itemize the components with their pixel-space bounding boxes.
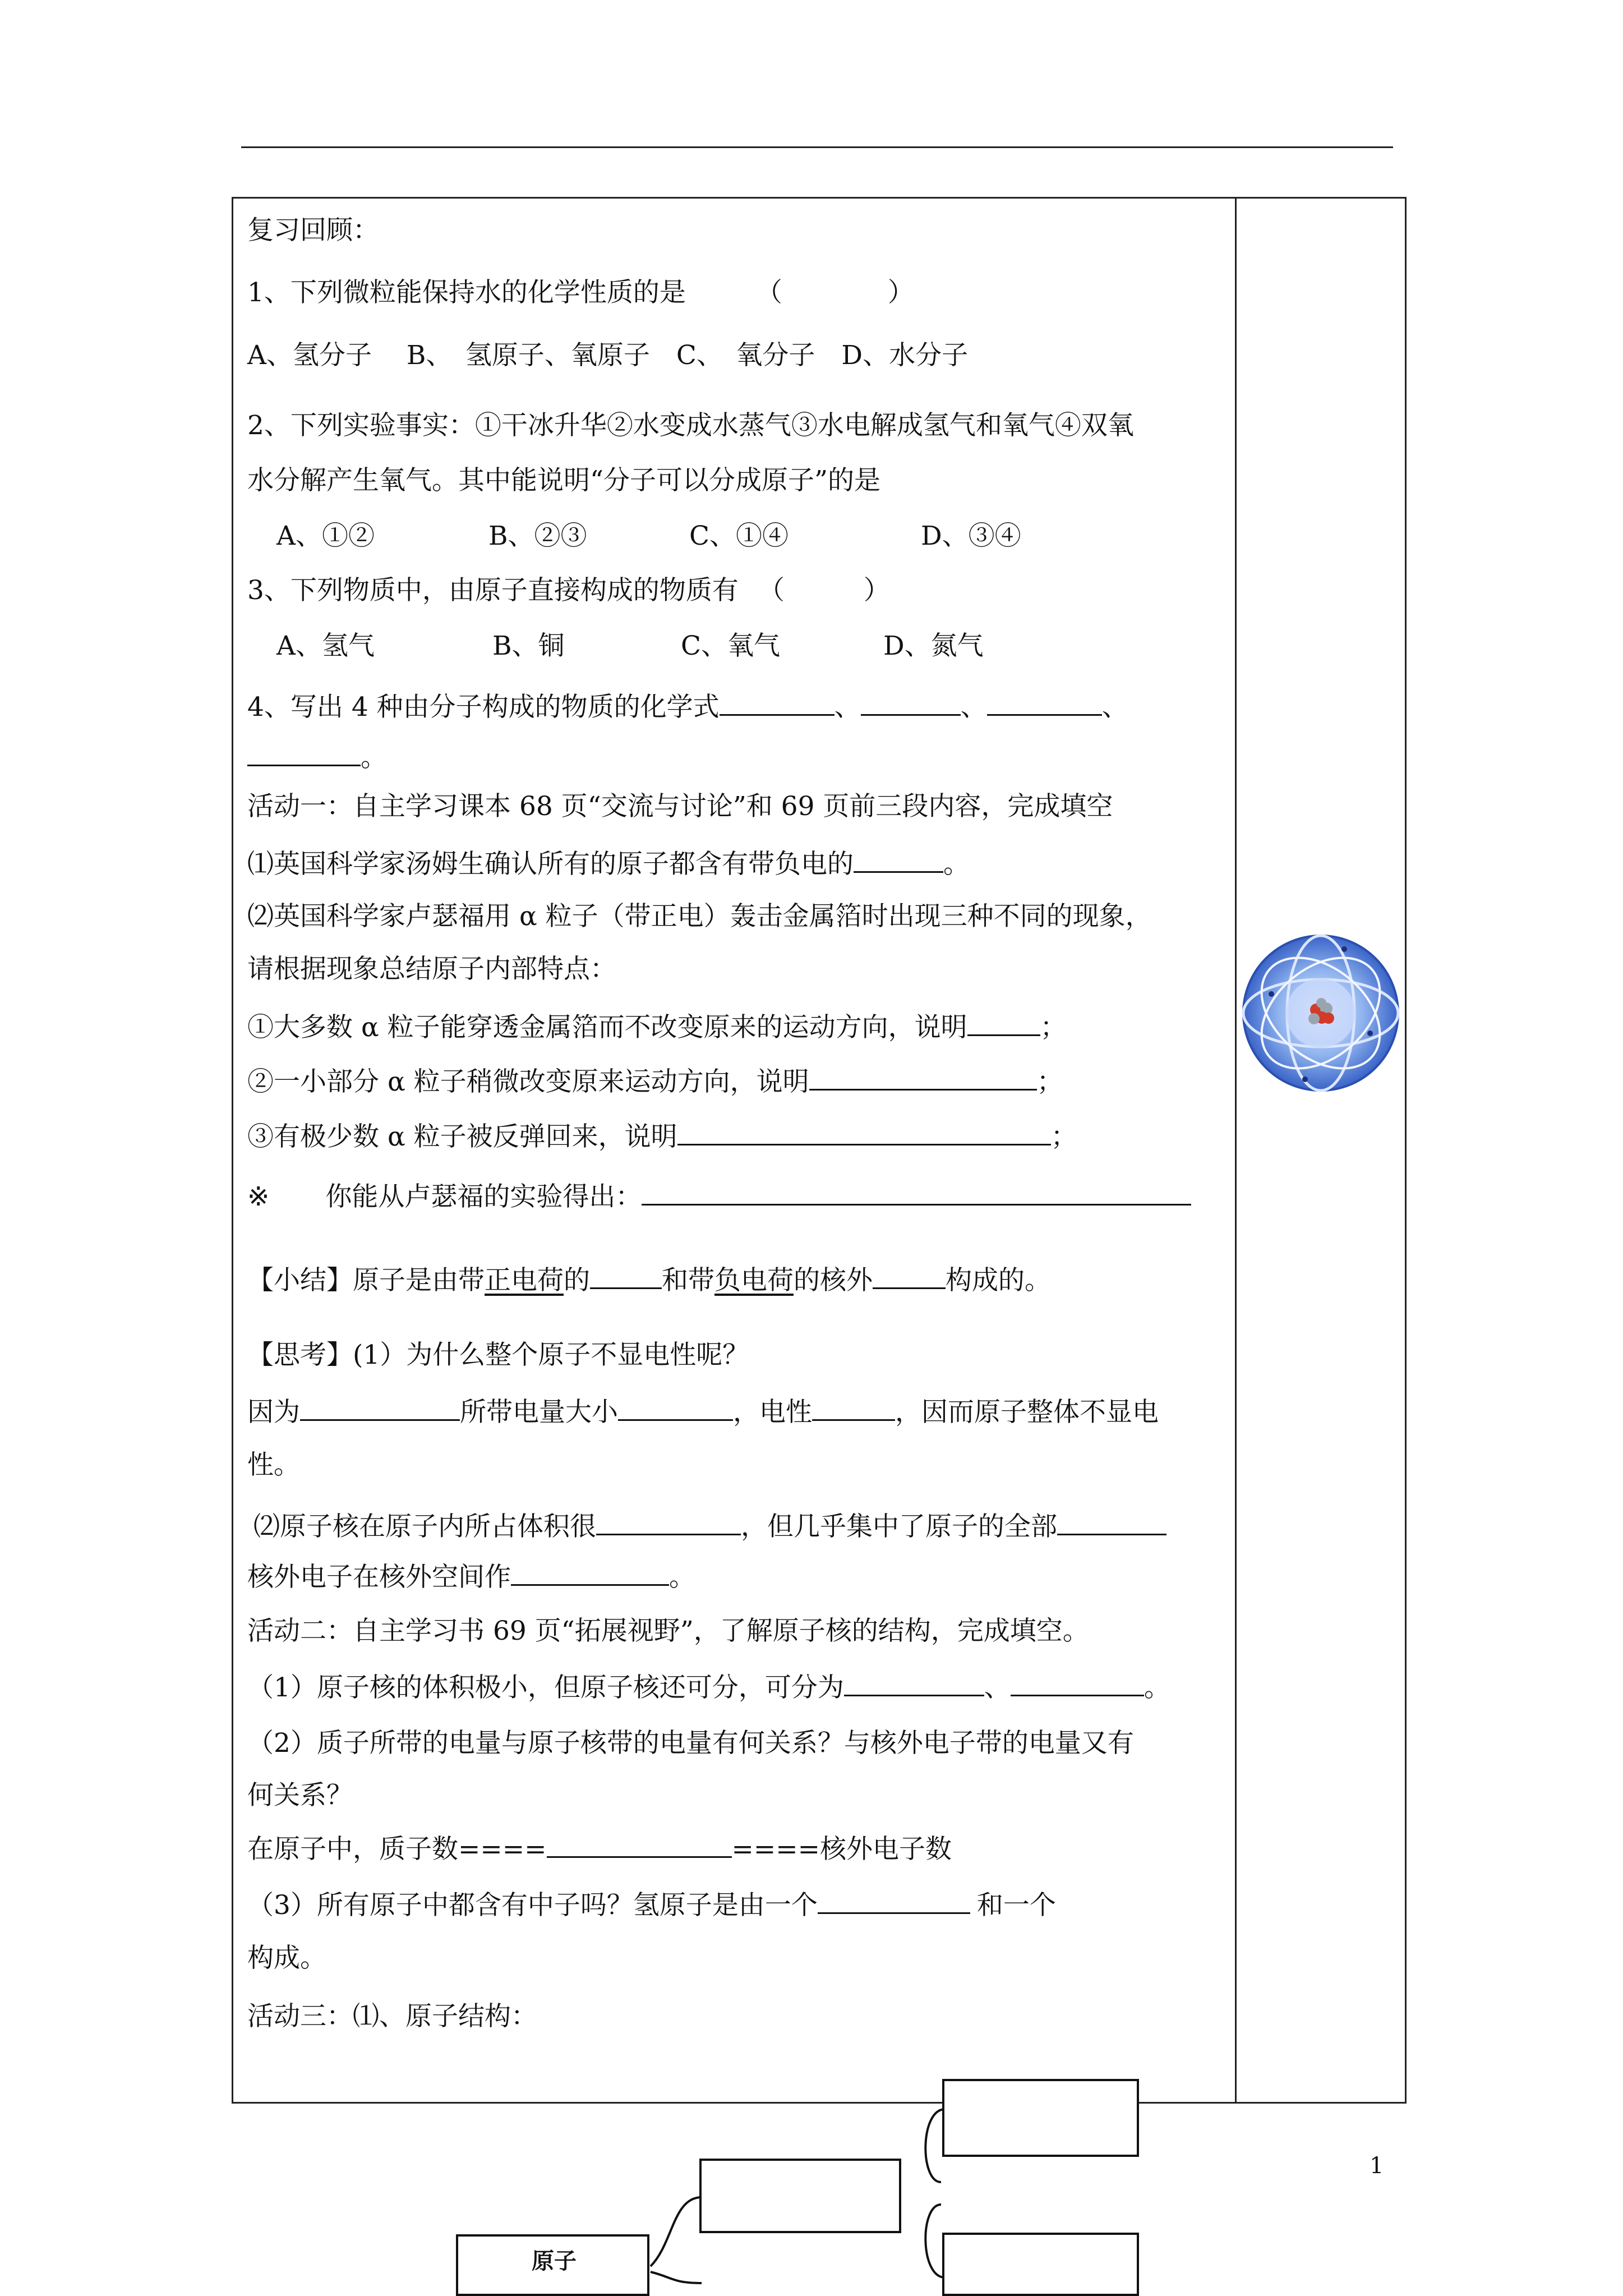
question-2-options: A、①② B、②③ C、①④ D、③④ [276, 521, 1021, 551]
question-1: 1、下列微粒能保持水的化学性质的是 （ ） [247, 277, 914, 308]
structure-box-bottom-right[interactable] [942, 2233, 1139, 2296]
think-question-1: 【思考】(1）为什么整个原子不显电性呢？ [247, 1340, 749, 1370]
question-1-options: A、氢分子 B、 氢原子、氧原子 C、 氧分子 D、水分子 [247, 340, 969, 371]
question-2-line2: 水分解产生氧气。其中能说明“分子可以分成原子”的是 [247, 465, 881, 496]
activity-2-p3: 在原子中，质子数==== ====核外电子数 [247, 1832, 952, 1866]
answer-parens: （ ） [755, 277, 914, 308]
structure-box-middle[interactable] [699, 2159, 901, 2233]
think-question-2: ⑵原子核在原子内所占体积很 ，但几乎集中了原子的全部 [253, 1509, 1166, 1544]
think-answer-1-end: 性。 [247, 1450, 300, 1480]
review-title: 复习回顾： [247, 215, 379, 246]
observation-2: ②一小部分 α 粒子稍微改变原来运动方向，说明 ； [247, 1064, 1063, 1099]
page-number: 1 [1370, 2153, 1384, 2179]
structure-box-top-right[interactable] [942, 2079, 1139, 2157]
activity-2-p2-line2: 何关系？ [247, 1780, 353, 1811]
question-2-line1: 2、下列实验事实：①干冰升华②水变成水蒸气③水电解成氢气和氧气④双氧 [247, 410, 1134, 441]
activity-1-p1: ⑴英国科学家汤姆生确认所有的原子都含有带负电的 。 [247, 846, 970, 881]
atom-root-label: 原子 [532, 2248, 577, 2274]
activity-1-p2-line1: ⑵英国科学家卢瑟福用 α 粒子（带正电）轰击金属箔时出现三种不同的现象， [247, 901, 1152, 932]
activity-2-p2-line1: （2）质子所带的电量与原子核带的电量有何关系？与核外电子带的电量又有 [247, 1728, 1134, 1759]
activity-1-p2-line2: 请根据现象总结原子内部特点： [247, 954, 616, 984]
think-answer-1: 因为 所带电量大小 ，电性 ，因而原子整体不显电 [247, 1395, 1159, 1429]
observation-3: ③有极少数 α 粒子被反弹回来，说明 ； [247, 1119, 1077, 1154]
question-3-options: A、氢气 B、铜 C、氧气 D、氮气 [276, 631, 984, 661]
summary: 【小结】原子是由带正电荷的 和带负电荷的核外 构成的。 [247, 1263, 1051, 1297]
question-4: 4、写出 4 种由分子构成的物质的化学式 、 、 、 [247, 689, 1128, 724]
activity-2-title: 活动二：自主学习书 69 页“拓展视野”，了解原子核的结构，完成填空。 [247, 1616, 1089, 1646]
think-question-2-line2: 核外电子在核外空间作 。 [247, 1559, 695, 1594]
activity-3-title: 活动三：⑴、原子结构： [247, 2001, 537, 2032]
activity-2-p4: （3）所有原子中都含有中子吗？氢原子是由一个 和一个 [247, 1888, 1056, 1922]
question-3: 3、下列物质中，由原子直接构成的物质有 （ ） [247, 575, 890, 606]
activity-2-p4-line2: 构成。 [247, 1943, 326, 1973]
observation-1: ①大多数 α 粒子能穿透金属箔而不改变原来的运动方向，说明 ； [247, 1010, 1067, 1045]
rutherford-conclusion: ※ 你能从卢瑟福的实验得出： [247, 1179, 1191, 1214]
question-4-line2: 。 [247, 740, 387, 775]
activity-2-p1: （1）原子核的体积极小，但原子核还可分，可分为 、 。 [247, 1670, 1170, 1705]
activity-1-title: 活动一：自主学习课本 68 页“交流与讨论”和 69 页前三段内容，完成填空 [247, 791, 1113, 822]
